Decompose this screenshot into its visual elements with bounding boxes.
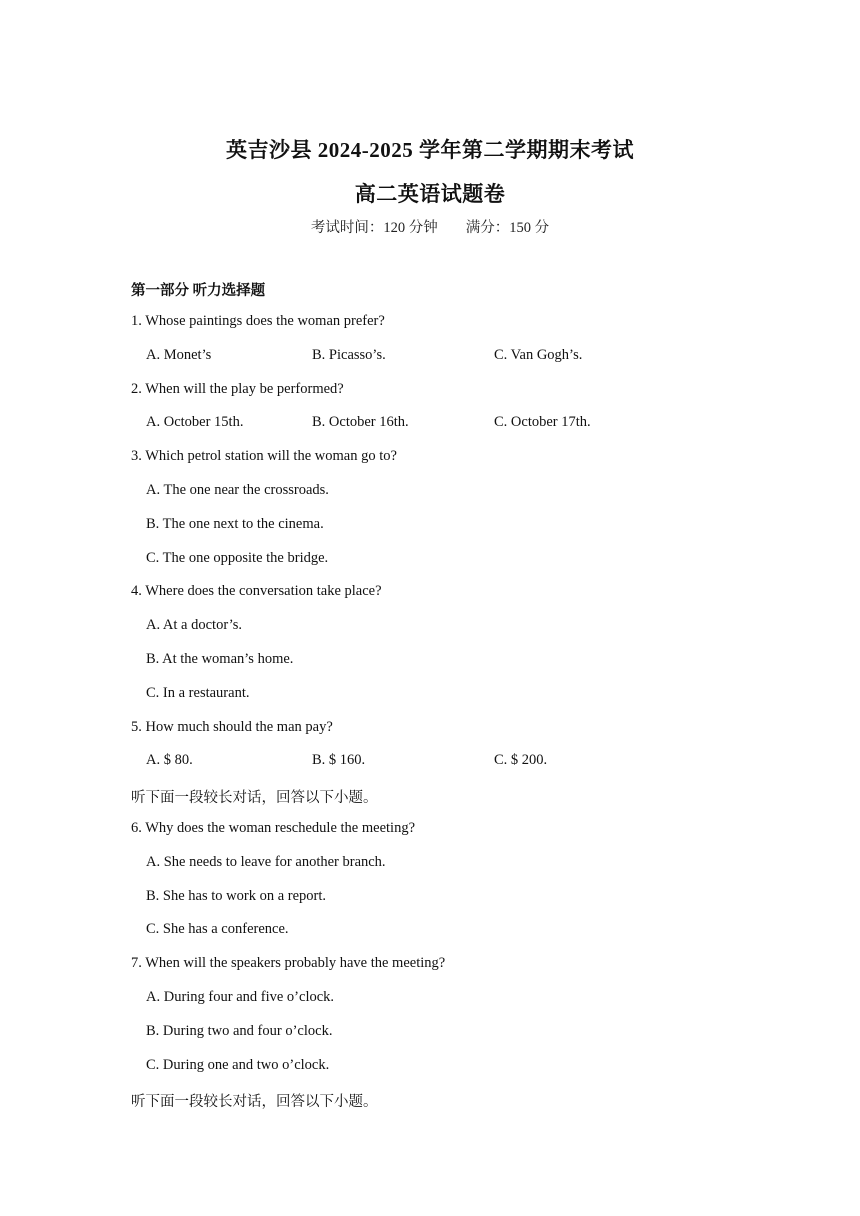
- question-7-option-a: A. During four and five o’clock.: [146, 989, 335, 1005]
- question-4-option-a: A. At a doctor’s.: [146, 617, 242, 633]
- question-2-stem: 2. When will the play be performed?: [131, 381, 344, 397]
- section-title: 第一部分 听力选择题: [131, 283, 266, 299]
- question-3-option-b: B. The one next to the cinema.: [146, 516, 324, 532]
- question-2-option-c: C. October 17th.: [494, 414, 591, 430]
- question-7-stem: 7. When will the speakers probably have the meeting?: [131, 955, 446, 971]
- exam-title: 英吉沙县 2024-2025 学年第二学期期末考试: [226, 138, 634, 162]
- question-5-option-c: C. $ 200.: [494, 752, 548, 768]
- question-1-option-b: B. Picasso’s.: [312, 347, 386, 363]
- question-1-option-a: A. Monet’s: [146, 347, 212, 363]
- question-3-option-a: A. The one near the crossroads.: [146, 482, 329, 498]
- question-6-option-c: C. She has a conference.: [146, 921, 289, 937]
- question-2-option-a: A. October 15th.: [146, 414, 244, 430]
- question-6-option-b: B. She has to work on a report.: [146, 888, 327, 904]
- question-6-stem: 6. Why does the woman reschedule the meeting?: [131, 820, 416, 836]
- question-7-option-c: C. During one and two o’clock.: [146, 1057, 330, 1073]
- exam-time: 考试时间：120 分钟: [310, 220, 438, 236]
- instruction-text: 听下面一段较长对话，回答以下小题。: [131, 790, 378, 806]
- exam-score: 满分：150 分: [465, 220, 550, 236]
- exam-meta: [0, 216, 860, 237]
- question-5-option-a: A. $ 80.: [146, 752, 193, 768]
- question-3-option-c: C. The one opposite the bridge.: [146, 550, 329, 566]
- question-4-option-b: B. At the woman’s home.: [146, 651, 294, 667]
- question-5-option-b: B. $ 160.: [312, 752, 366, 768]
- question-3-stem: 3. Which petrol station will the woman go to?: [131, 448, 397, 464]
- question-1-stem: 1. Whose paintings does the woman prefer?: [131, 313, 385, 329]
- question-4-stem: 4. Where does the conversation take place?: [131, 583, 382, 599]
- question-6-option-a: A. She needs to leave for another branch.: [146, 854, 386, 870]
- instruction-text: 听下面一段较长对话，回答以下小题。: [131, 1094, 378, 1110]
- question-4-option-c: C. In a restaurant.: [146, 685, 250, 701]
- question-2-option-b: B. October 16th.: [312, 414, 409, 430]
- question-7-option-b: B. During two and four o’clock.: [146, 1023, 333, 1039]
- question-1-option-c: C. Van Gogh’s.: [494, 347, 583, 363]
- question-5-stem: 5. How much should the man pay?: [131, 719, 333, 735]
- exam-subtitle: 高二英语试题卷: [354, 182, 506, 206]
